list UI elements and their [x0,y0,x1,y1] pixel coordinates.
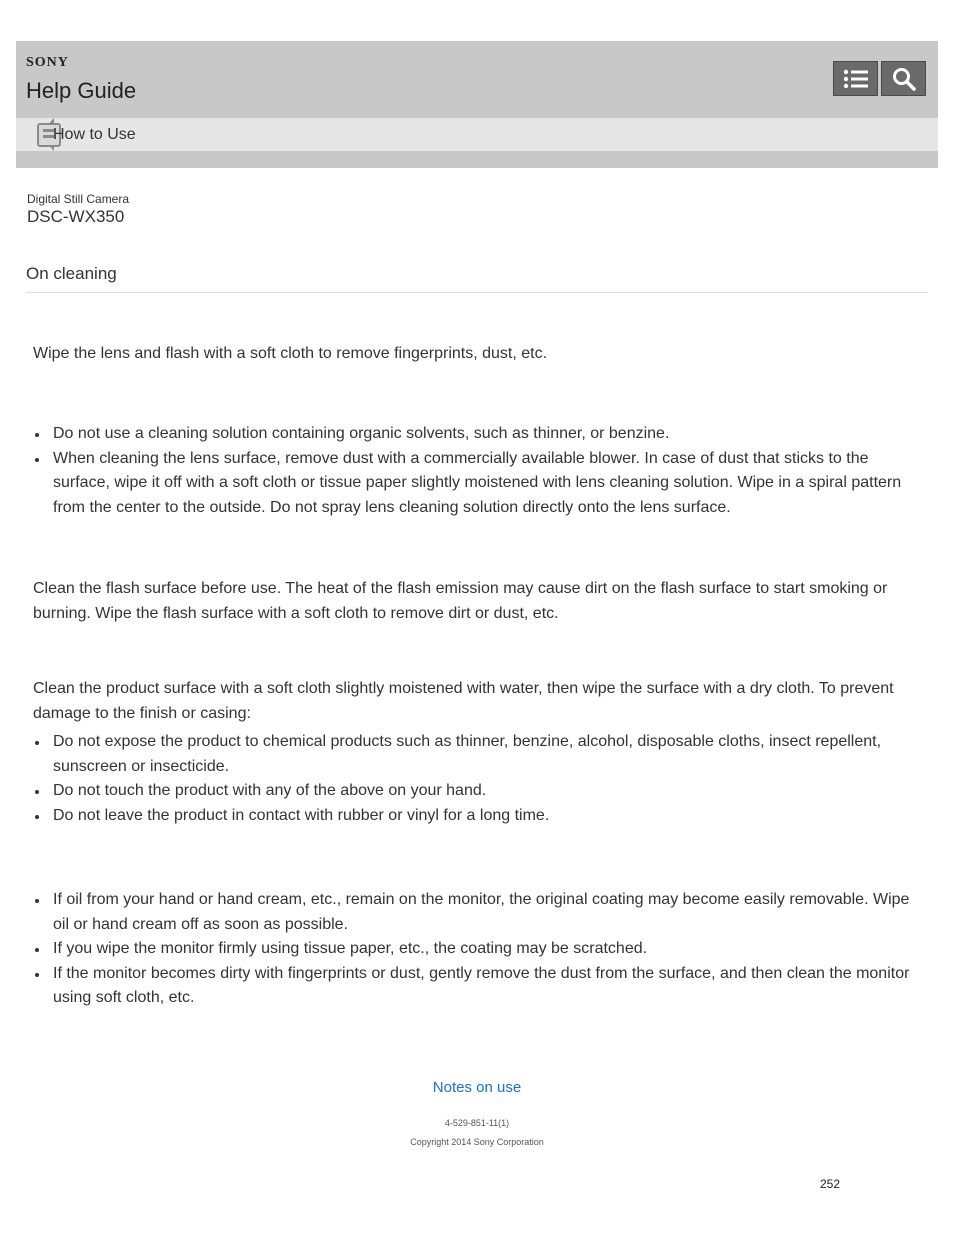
sony-logo: SONY [26,55,69,70]
list-item: Do not touch the product with any of the above on your hand. [33,779,918,804]
breadcrumb-how-to-use[interactable]: How to Use [53,126,136,143]
lens-intro-text: Wipe the lens and flash with a soft cloth to remove fingerprints, dust, etc. [33,345,548,362]
list-item: If you wipe the monitor firmly using tissue paper, etc., the coating may be scratched. [33,937,918,962]
page-title: On cleaning [26,264,117,283]
list-icon [843,68,869,90]
product-model: DSC-WX350 [27,207,125,226]
page-number: 252 [820,1177,841,1191]
list-item: Do not expose the product to chemical products such as thinner, benzine, alcohol, disposable cloths, insect repellent, sunscreen or insecticide. [33,730,918,779]
list-item: Do not use a cleaning solution containing organic solvents, such as thinner, or benzine. [33,422,918,447]
lens-notes-list [33,422,918,520]
search-button[interactable] [881,61,926,96]
title-divider [26,292,928,293]
breadcrumb [16,118,938,151]
notes-on-use-link[interactable]: Notes on use [432,1079,522,1096]
list-item: When cleaning the lens surface, remove dust with a commercially available blower. In case of dust that sticks to the surface, wipe it off with a soft cloth or tissue paper slightly moistened with lens cleaning solution. Wipe in a spiral pattern from the center to the outside. Do not spray lens cleaning solution directly onto the lens surface. [33,447,918,521]
contents-list-button[interactable] [833,61,878,96]
copyright-text: Copyright 2014 Sony Corporation [410,1137,544,1147]
list-item: Do not leave the product in contact with rubber or vinyl for a long time. [33,804,918,829]
list-item: If oil from your hand or hand cream, etc., remain on the monitor, the original coating may become easily removable. Wipe oil or hand cream off as soon as possible. [33,888,918,937]
page-header [16,41,938,168]
list-item: If the monitor becomes dirty with fingerprints or dust, gently remove the dust from the surface, and then clean the monitor using soft cloth, etc. [33,962,918,1011]
help-guide-title: Help Guide [26,78,137,103]
document-number: 4-529-851-11(1) [444,1118,510,1128]
product-type: Digital Still Camera [27,192,130,206]
search-icon [892,67,916,91]
surface-text: Clean the product surface with a soft cloth slightly moistened with water, then wipe the surface with a dry cloth. To prevent damage to the finish or casing: [33,680,894,722]
monitor-notes-list [33,888,918,1011]
flash-text: Clean the flash surface before use. The heat of the flash emission may cause dirt on the flash surface to start smoking or burning. Wipe the flash surface with a soft cloth to remove dirt or dust, etc. [33,580,888,622]
surface-notes-list [33,730,918,828]
